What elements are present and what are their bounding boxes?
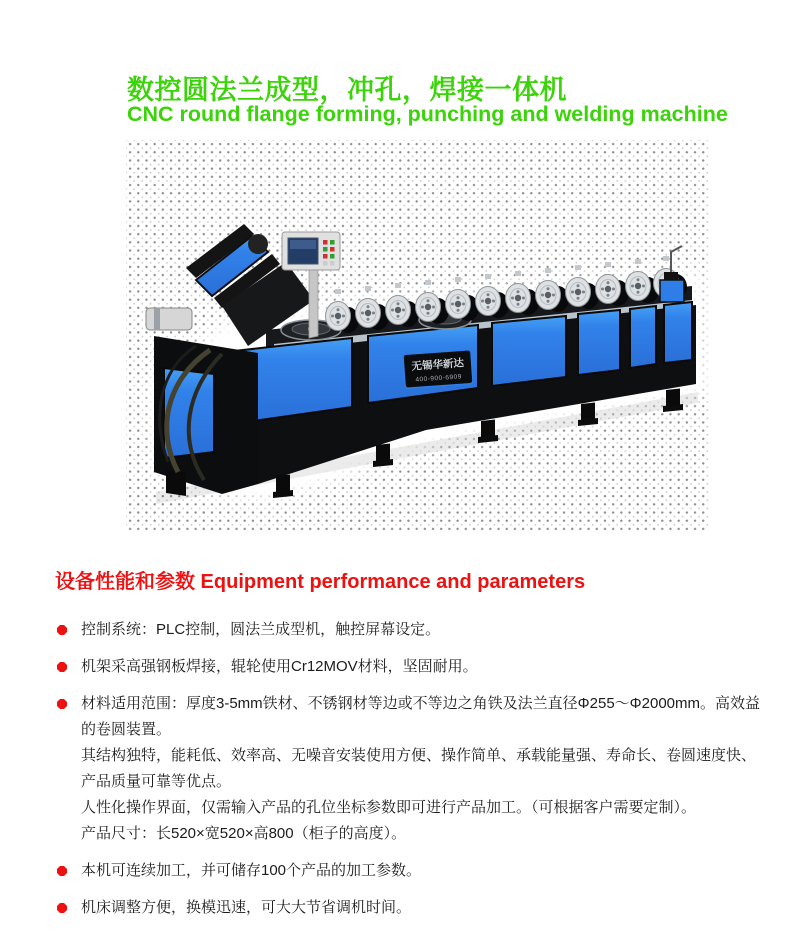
junction-box-cap [664, 272, 678, 280]
page-title-english: CNC round flange forming, punching and welding machine [127, 102, 728, 126]
feeder-motor [146, 308, 192, 330]
spec-text: 人性化操作界面，仅需输入产品的孔位坐标参数即可进行产品加工。（可根据客户需要定制）。 [81, 799, 697, 816]
spec-text: 材料适用范围：厚度3-5mm铁材、不锈钢材等边或不等边之角铁及法兰直径Φ255～Φ2000mm。高效益的卷圆装置。 [81, 695, 760, 738]
spec-list [55, 617, 770, 932]
panel-blue-5 [630, 306, 656, 368]
spec-item [55, 691, 770, 847]
red-bullet-icon [57, 903, 67, 913]
red-bullet-icon [57, 662, 67, 672]
brand-nameplate [403, 350, 473, 389]
spec-text: 其结构独特，能耗低、效率高、无噪音安装使用方便、操作简单、承载能量强、寿命长、卷圆速度快、产品质量可靠等优点。 [81, 747, 757, 790]
page-title-chinese: 数控圆法兰成型，冲孔，焊接一体机 [127, 75, 567, 105]
spec-text: 机架采高强钢板焊接，辊轮使用Cr12MOV材料，坚固耐用。 [81, 658, 478, 675]
spec-item [55, 617, 770, 643]
junction-box [660, 280, 684, 302]
spec-text: 产品尺寸：长520×宽520×高800（柜子的高度）。 [81, 825, 407, 842]
panel-blue-4 [578, 310, 620, 375]
panel-blue-3 [492, 316, 566, 386]
product-photo-area [126, 140, 710, 530]
junction-pipe [671, 246, 682, 272]
left-cabinet-foot [166, 470, 186, 496]
red-bullet-icon [57, 699, 67, 709]
machine-illustration [126, 140, 710, 530]
spec-text: 本机可连续加工，并可储存100个产品的加工参数。 [81, 862, 422, 879]
console-pole [309, 268, 318, 338]
spec-item [55, 858, 770, 884]
console-screen-glare [290, 240, 316, 249]
nameplate-brand-text: 无锡华新达 [411, 357, 465, 373]
feeder-motor-band [154, 308, 160, 330]
red-bullet-icon [57, 866, 67, 876]
spec-text: 机床调整方便，换模迅速，可大大节省调机时间。 [81, 899, 412, 916]
section-heading: 设备性能和参数 Equipment performance and parameters [55, 571, 586, 593]
spec-item [55, 895, 770, 921]
feeder-joint [248, 234, 268, 254]
red-bullet-icon [57, 625, 67, 635]
spec-item [55, 654, 770, 680]
panel-blue-6 [664, 302, 692, 363]
spec-text: 控制系统：PLC控制，圆法兰成型机，触控屏幕设定。 [81, 621, 441, 638]
nameplate-phone-text: 400-900-6909 [415, 373, 463, 384]
